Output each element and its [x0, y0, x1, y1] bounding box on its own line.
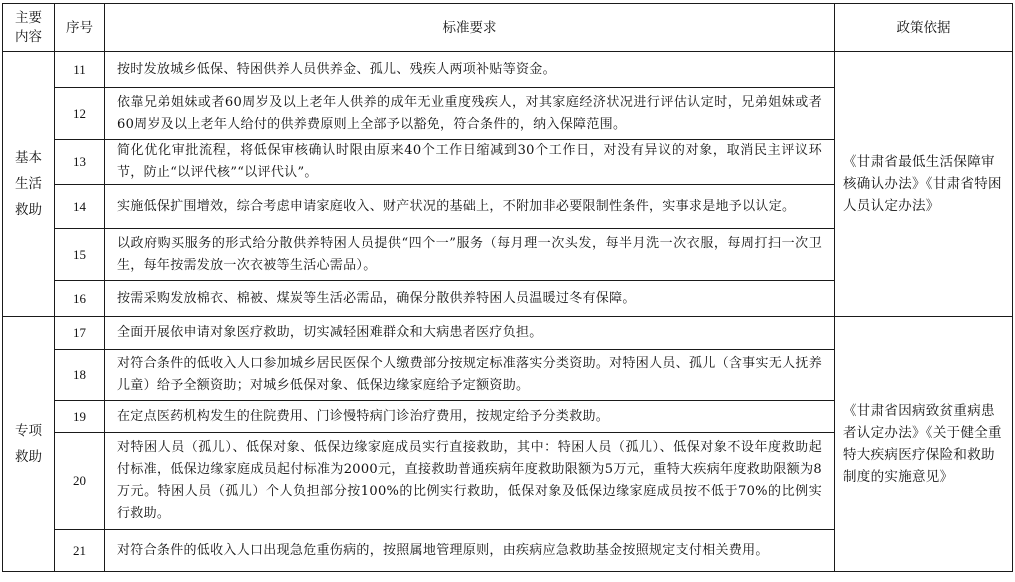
seq-cell: 19 — [55, 401, 105, 433]
requirement-cell: 实施低保扩围增效，综合考虑申请家庭收入、财产状况的基础上，不附加非必要限制性条件，实事求是地予以认定。 — [105, 185, 835, 229]
seq-cell: 12 — [55, 88, 105, 140]
header-main-content-line1: 主要 — [15, 9, 42, 26]
seq-cell: 17 — [55, 317, 105, 350]
header-seq: 序号 — [55, 4, 105, 52]
requirement-cell: 对特困人员（孤儿）、低保对象、低保边缘家庭成员实行直接救助，其中：特困人员（孤儿）、低保对象不设年度救助起付标准，低保边缘家庭成员起付标准为2000元，直接救助普通疾病年度救助限额为5万元，重特大疾病年度救助限额为8万元。特困人员（孤儿）个人负担部分按100%的比例实行救助，低保对象及低保边缘家庭成员按不低于70%的比例实行救助。 — [105, 433, 835, 530]
requirement-cell: 全面开展依申请对象医疗救助，切实减轻困难群众和大病患者医疗负担。 — [105, 317, 835, 350]
header-main-content-line2: 内容 — [15, 28, 42, 45]
seq-cell: 16 — [55, 281, 105, 317]
seq-cell: 21 — [55, 530, 105, 572]
seq-cell: 18 — [55, 350, 105, 401]
category-line: 专项 — [15, 423, 42, 439]
table-row — [3, 317, 1013, 350]
header-row — [3, 4, 1013, 52]
seq-cell: 11 — [55, 52, 105, 88]
table-row — [3, 52, 1013, 88]
requirement-cell: 以政府购买服务的形式给分散供养特困人员提供“四个一”服务（每月理一次头发，每半月洗一次衣服，每周打扫一次卫生，每年按需发放一次衣被等生活心需品）。 — [105, 229, 835, 281]
requirement-cell: 简化优化审批流程，将低保审核确认时限由原来40个工作日缩减到30个工作日，对没有异议的对象，取消民主评议环节，防止“以评代核”“以评代认”。 — [105, 140, 835, 185]
header-policy: 政策依据 — [835, 4, 1013, 52]
seq-cell: 15 — [55, 229, 105, 281]
seq-cell: 20 — [55, 433, 105, 530]
seq-cell: 13 — [55, 140, 105, 185]
table-body — [3, 52, 1013, 572]
policy-basis-cell: 《甘肃省最低生活保障审核确认办法》《甘肃省特困人员认定办法》 — [835, 52, 1013, 317]
category-cell — [3, 52, 55, 317]
header-standard: 标准要求 — [105, 4, 835, 52]
category-cell — [3, 317, 55, 572]
policy-basis-cell: 《甘肃省因病致贫重病患者认定办法》《关于健全重特大疾病医疗保险和救助制度的实施意见》 — [835, 317, 1013, 572]
requirement-cell: 依靠兄弟姐妹或者60周岁及以上老年人供养的成年无业重度残疾人，对其家庭经济状况进行评估认定时，兄弟姐妹或者60周岁及以上老年人给付的供养费原则上全部予以豁免，符合条件的，纳入保障范围。 — [105, 88, 835, 140]
requirement-cell: 按需采购发放棉衣、棉被、煤炭等生活必需品，确保分散供养特困人员温暖过冬有保障。 — [105, 281, 835, 317]
header-main-content — [3, 4, 55, 52]
category-line: 救助 — [15, 202, 42, 218]
requirement-cell: 对符合条件的低收入人口出现急危重伤病的，按照属地管理原则，由疾病应急救助基金按照规定支付相关费用。 — [105, 530, 835, 572]
category-line: 基本 — [15, 150, 42, 166]
requirement-cell: 对符合条件的低收入人口参加城乡居民医保个人缴费部分按规定标准落实分类资助。对特困人员、孤儿（含事实无人抚养儿童）给予全额资助；对城乡低保对象、低保边缘家庭给予定额资助。 — [105, 350, 835, 401]
requirement-cell: 在定点医药机构发生的住院费用、门诊慢特病门诊治疗费用，按规定给予分类救助。 — [105, 401, 835, 433]
category-line: 救助 — [15, 449, 42, 465]
seq-cell: 14 — [55, 185, 105, 229]
policy-table — [2, 3, 1013, 572]
category-line: 生活 — [15, 176, 42, 192]
requirement-cell: 按时发放城乡低保、特困供养人员供养金、孤儿、残疾人两项补贴等资金。 — [105, 52, 835, 88]
